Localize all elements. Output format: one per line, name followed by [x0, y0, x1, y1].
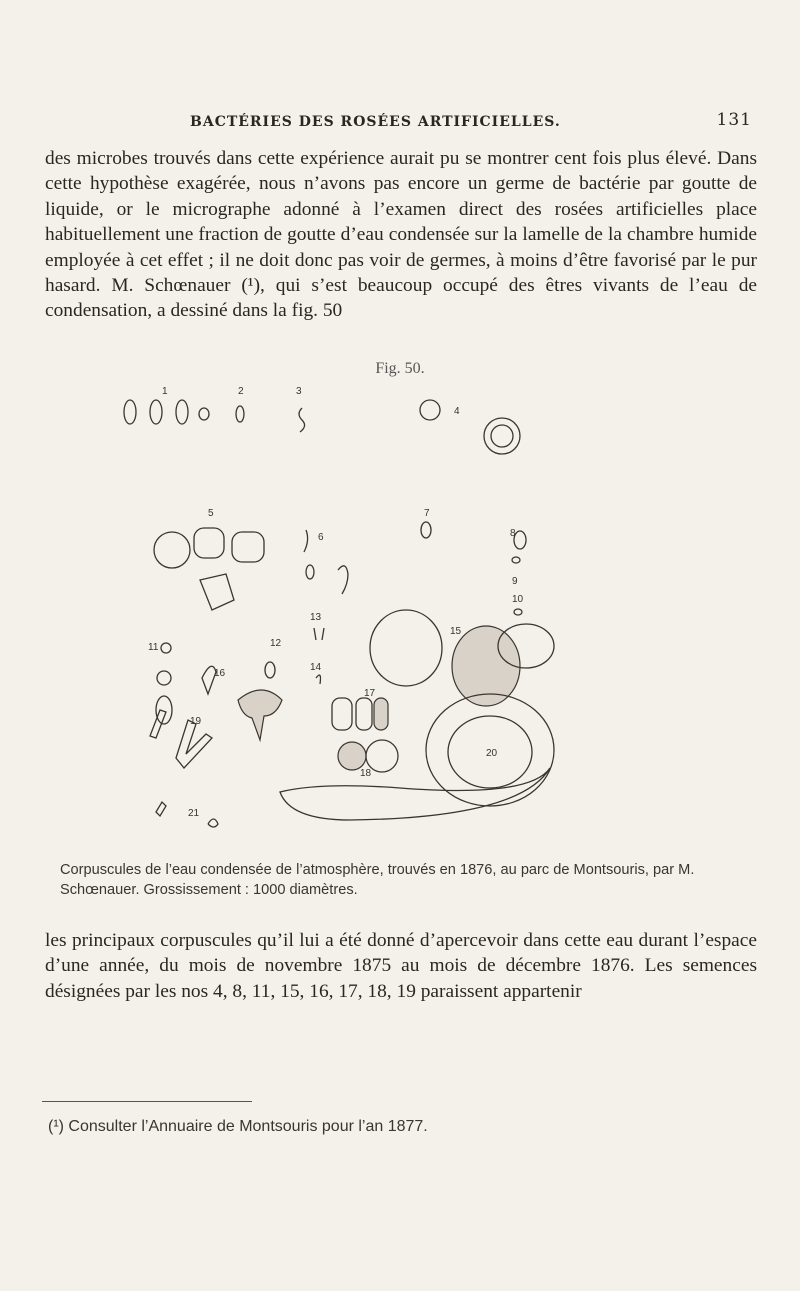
corpuscle-16b	[156, 696, 172, 724]
label-14: 14	[310, 662, 322, 673]
figure-caption: Corpuscules de l’eau condensée de l’atmosphère, trouvés en 1876, au parc de Montsouris, par M. Schœnauer. Grossissement : 1000 diamètres.	[60, 862, 695, 898]
label-9: 9	[512, 576, 518, 587]
corpuscle-14	[316, 675, 321, 684]
label-10: 10	[512, 594, 524, 605]
label-19: 19	[190, 716, 202, 727]
label-11: 11	[148, 642, 159, 653]
page-number: 131	[716, 110, 752, 130]
corpuscle-21a	[156, 802, 166, 816]
running-title: BACTÉRIES DES ROSÉES ARTIFICIELLES.	[190, 114, 561, 130]
corpuscle-5c	[232, 532, 264, 562]
label-4: 4	[454, 406, 460, 417]
corpuscle-5a	[154, 532, 190, 568]
corpuscle-6a	[304, 530, 308, 552]
corpuscle-11a	[161, 643, 171, 653]
footnote: (¹) Consulter l’Annuaire de Montsouris pour l’an 1877.	[48, 1118, 428, 1135]
corpuscle-6c	[338, 566, 348, 594]
corpuscle-11b	[157, 671, 171, 685]
corpuscle-1d	[199, 408, 209, 420]
label-8: 8	[510, 528, 516, 539]
corpuscle-17b	[332, 698, 352, 730]
corpuscle-9	[512, 557, 520, 563]
corpuscle-1b	[150, 400, 162, 424]
label-13: 13	[310, 612, 322, 623]
corpuscle-19b	[176, 720, 212, 768]
corpuscle-12	[265, 662, 275, 678]
figure-title: Fig. 50.	[375, 360, 425, 377]
corpuscle-4c	[491, 425, 513, 447]
label-2: 2	[238, 386, 244, 397]
corpuscle-17c	[356, 698, 372, 730]
body-paragraph-2: les principaux corpuscules qu’il lui a été donné d’apercevoir dans cette eau durant l’espace d’une année, du mois de novembre 1875 au mois de décembre 1876. Les semences désignées par les nos 4, 8, 11, 15, 16, 17, 18, 19 paraissent appartenir	[45, 930, 757, 1002]
label-20: 20	[486, 748, 498, 759]
corpuscle-3	[299, 408, 305, 432]
label-16: 16	[214, 668, 226, 679]
corpuscle-18a	[338, 742, 366, 770]
corpuscle-1a	[124, 400, 136, 424]
label-21: 21	[188, 808, 200, 819]
label-17: 17	[364, 688, 376, 699]
corpuscle-15a	[370, 610, 442, 686]
corpuscle-2	[236, 406, 244, 422]
corpuscle-6b	[306, 565, 314, 579]
label-7: 7	[424, 508, 430, 519]
corpuscle-21b	[208, 819, 218, 827]
footnote-rule	[42, 1101, 252, 1102]
label-15: 15	[450, 626, 462, 637]
corpuscle-1c	[176, 400, 188, 424]
label-1: 1	[162, 386, 168, 397]
corpuscle-20c	[280, 768, 550, 820]
label-12: 12	[270, 638, 282, 649]
corpuscle-17a	[238, 690, 282, 740]
page-header	[40, 108, 760, 132]
corpuscle-17d	[374, 698, 388, 730]
corpuscle-10	[514, 609, 522, 615]
corpuscle-4a	[420, 400, 440, 420]
corpuscle-5b	[194, 528, 224, 558]
corpuscle-4b	[484, 418, 520, 454]
label-6: 6	[318, 532, 324, 543]
label-3: 3	[296, 386, 302, 397]
label-5: 5	[208, 508, 214, 519]
corpuscle-7	[421, 522, 431, 538]
corpuscle-13	[314, 628, 324, 640]
corpuscle-5d	[200, 574, 234, 610]
corpuscle-8	[514, 531, 526, 549]
body-paragraph-1: des microbes trouvés dans cette expérience aurait pu se montrer cent fois plus élevé. Dans cette hypothèse exagérée, nous n’avons pas encore un germe de bactérie par goutte de liquide, or le micrographe adonné à l’examen direct des rosées artificielles place habituellement une fraction de goutte d’eau condensée sur la lamelle de la chambre humide employée à cet effet ; il ne doit donc pas voir de germes, à moins d’être favorisé par le pur hasard. M. Schœnauer (¹), qui s’est beaucoup occupé des êtres vivants de l’eau de condensation, a dessiné dans la fig. 50	[45, 148, 757, 322]
figure-illustration	[120, 380, 640, 850]
label-18: 18	[360, 768, 372, 779]
